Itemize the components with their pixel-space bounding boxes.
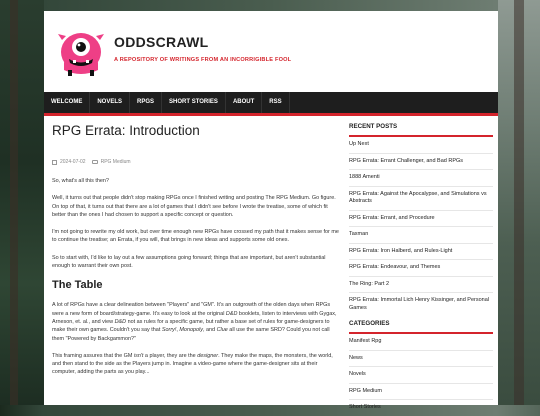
post-meta bbox=[52, 159, 131, 165]
main-nav bbox=[44, 92, 498, 116]
section-heading: The Table bbox=[52, 279, 103, 292]
text-run: booklets, listen to interviews with Gygax, Arneson, et. al., and view bbox=[52, 310, 337, 325]
text-run: Sorry! bbox=[161, 327, 177, 334]
text-run: isn't bbox=[133, 352, 144, 359]
nav-item-about[interactable]: ABOUT bbox=[226, 92, 262, 113]
recent-post-link[interactable]: Up Next bbox=[349, 137, 493, 154]
paragraph bbox=[52, 301, 340, 342]
paragraph bbox=[52, 352, 340, 377]
widget-title-categories: CATEGORIES bbox=[349, 320, 493, 334]
post-body bbox=[52, 177, 340, 386]
recent-post-link[interactable]: RPG Errata: Endeavour, and Themes bbox=[349, 260, 493, 277]
text-run: D&D bbox=[225, 310, 238, 317]
paragraph: So, what's all this then? bbox=[52, 178, 109, 184]
text-run: . They make the maps, the monsters, the world, and then stand to the side as the Players jump in. Imagine a video-game where the game-designer sits at their computer, adding the parts as you play... bbox=[52, 352, 333, 376]
text-run: Clue bbox=[216, 327, 228, 334]
recent-post-link[interactable]: RPG Errata: Against the Apocalypse, and Simulations vs Abstracts bbox=[349, 187, 493, 211]
site-title[interactable]: ODDSCRAWL bbox=[114, 34, 209, 50]
category-link[interactable]: News bbox=[349, 351, 493, 368]
site-header bbox=[44, 11, 498, 92]
nav-item-rss[interactable]: RSS bbox=[262, 92, 289, 113]
paragraph: Well, it turns out that people didn't stop making RPGs once I finished writing and posting The RPG Medium. Go figure. On top of that, it turns out that there are a lot of games that I didn't see before I wrote the treatise, some of which fit better than the ones I had chosen to support a specific concept or question. bbox=[52, 195, 336, 218]
text-run: This framing assures that the GM bbox=[52, 352, 134, 359]
nav-item-short-stories[interactable]: SHORT STORIES bbox=[162, 92, 226, 113]
nav-item-rpgs[interactable]: RPGS bbox=[130, 92, 162, 113]
text-run: A lot of RPGs have a clear delineation between "Players" and "GM". It's an outgrowth of the olden days when RPGs were a new form of board/strategy-game. It's easy to look at the original bbox=[52, 302, 331, 317]
recent-post-link[interactable]: RPG Errata: Errant, and Procedure bbox=[349, 211, 493, 228]
paragraph: I'm not going to rewrite my old work, but over time enough new RPGs have crossed my path that it makes sense for me to continue the treatise; an Errata, if you will, that brings in new ideas and supports some old ones. bbox=[52, 229, 339, 244]
category-link[interactable]: Short Stories bbox=[349, 404, 381, 410]
text-run: all use the same SRD? Could you not call them "Powered by Backgammon?" bbox=[52, 327, 330, 342]
recent-post-link[interactable]: RPG Errata: Iron Halberd, and Rules-Light bbox=[349, 244, 493, 261]
text-run: not as rules for a specific game, but rather a base set of rules for game-designers to make their own games. Couldn't you say that bbox=[52, 318, 330, 334]
recent-post-link[interactable]: 1888 Amenti bbox=[349, 170, 493, 187]
recent-post-link[interactable]: The Ring: Part 2 bbox=[349, 277, 493, 294]
background-forest-left bbox=[0, 0, 44, 405]
categories-widget bbox=[349, 320, 493, 416]
sidebar bbox=[349, 123, 493, 416]
text-run: a player, they are the bbox=[143, 352, 198, 359]
calendar-icon bbox=[52, 160, 57, 165]
category-link[interactable]: RPG Medium bbox=[349, 384, 493, 401]
recent-post-link[interactable]: RPG Errata: Immortal Lich Henry Kissinger, and Personal Games bbox=[349, 297, 490, 311]
recent-posts-widget bbox=[349, 123, 493, 316]
category-link[interactable]: Manifest Rpg bbox=[349, 334, 493, 351]
text-run: designer bbox=[197, 352, 219, 359]
nav-item-welcome[interactable]: WELCOME bbox=[44, 92, 90, 113]
post-title: RPG Errata: Introduction bbox=[52, 123, 200, 138]
category-link[interactable]: Novels bbox=[349, 367, 493, 384]
paragraph: So to start with, I'd like to lay out a few assumptions going forward; things that are important, but aren't substantial enough to warrant their own post. bbox=[52, 254, 326, 270]
post-date[interactable]: 2024-07-02 bbox=[60, 159, 86, 165]
text-run: Monopoly bbox=[179, 327, 203, 334]
site-tagline: A REPOSITORY OF WRITINGS FROM AN INCORRIGIBLE FOOL bbox=[114, 57, 292, 63]
text-run: , bbox=[176, 327, 180, 334]
page-container bbox=[44, 11, 498, 410]
post-category[interactable]: RPG Medium bbox=[100, 159, 131, 165]
folder-icon bbox=[92, 160, 98, 164]
text-run: , and bbox=[202, 327, 217, 334]
pink-monster-logo-icon[interactable] bbox=[54, 26, 108, 78]
text-run: D&D bbox=[114, 318, 127, 325]
nav-item-novels[interactable]: NOVELS bbox=[90, 92, 130, 113]
widget-title-recent-posts: RECENT POSTS bbox=[349, 123, 493, 137]
recent-post-link[interactable]: Taxman bbox=[349, 227, 493, 244]
background-forest-right bbox=[498, 0, 540, 405]
recent-post-link[interactable]: RPG Errata: Errant Challenger, and Bad RPGs bbox=[349, 154, 493, 171]
